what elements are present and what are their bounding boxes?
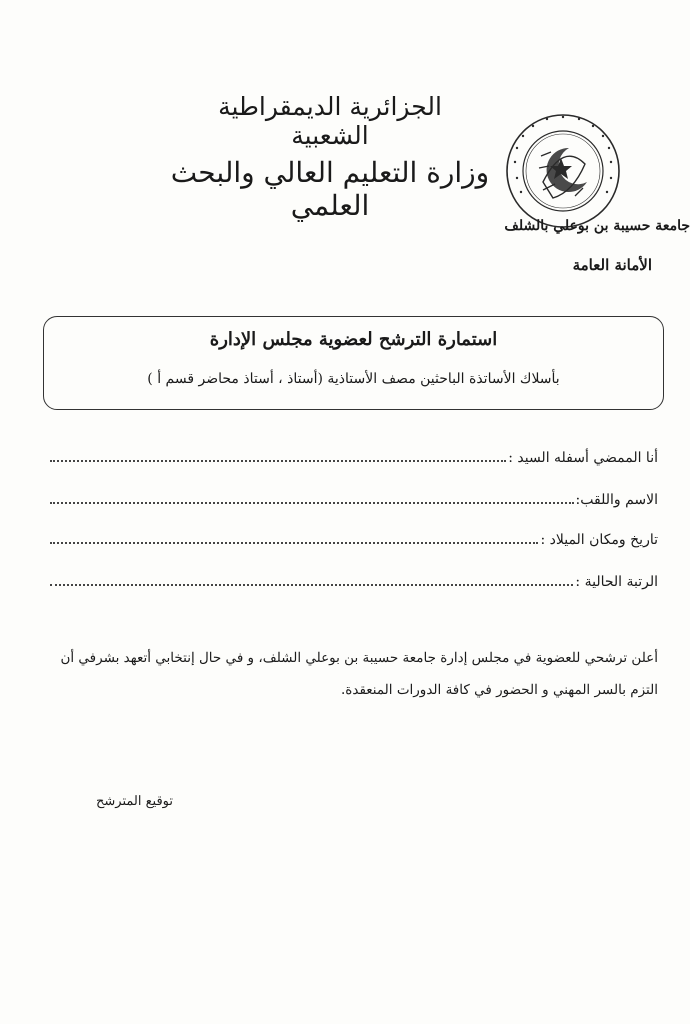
secretariat-label: الأمانة العامة — [572, 256, 652, 274]
field-current-rank[interactable] — [50, 568, 658, 590]
field-label: أنا الممضي أسفله السيد : — [508, 450, 658, 466]
university-name: جامعة حسيبة بن بوعلي بالشلف — [504, 218, 690, 234]
declaration-statement: أعلن ترشحي للعضوية في مجلس إدارة جامعة حسيبة بن بوعلي الشلف، و في حال إنتخابي أتعهد بشرفي أن التزم بالسر المهني و الحضور في كافة الدورات المنعقدة. — [60, 650, 658, 698]
field-full-name[interactable] — [50, 486, 658, 508]
form-title: استمارة الترشح لعضوية مجلس الإدارة — [209, 329, 498, 350]
field-signatory[interactable] — [50, 444, 658, 466]
field-birth-date-place[interactable] — [50, 526, 658, 548]
field-label: تاريخ ومكان الميلاد : — [540, 532, 658, 548]
field-label: الاسم واللقب: — [575, 492, 658, 508]
republic-heading: الجزائرية الديمقراطية الشعبية — [218, 92, 442, 150]
field-label: الرتبة الحالية : — [575, 574, 658, 590]
field-fill-line[interactable] — [50, 459, 506, 462]
form-title-box — [43, 316, 664, 410]
candidate-signature-label: توقيع المترشح — [96, 794, 173, 809]
field-fill-line[interactable] — [50, 541, 538, 544]
form-subtitle: بأسلاك الأساتذة الباحثين مصف الأستاذية (أستاذ ، أستاذ محاضر قسم أ ) — [147, 371, 560, 387]
field-fill-line[interactable] — [50, 583, 573, 586]
field-fill-line[interactable] — [50, 501, 574, 504]
official-seal-icon — [503, 112, 623, 230]
ministry-heading: وزارة التعليم العالي والبحث العلمي — [170, 156, 490, 222]
